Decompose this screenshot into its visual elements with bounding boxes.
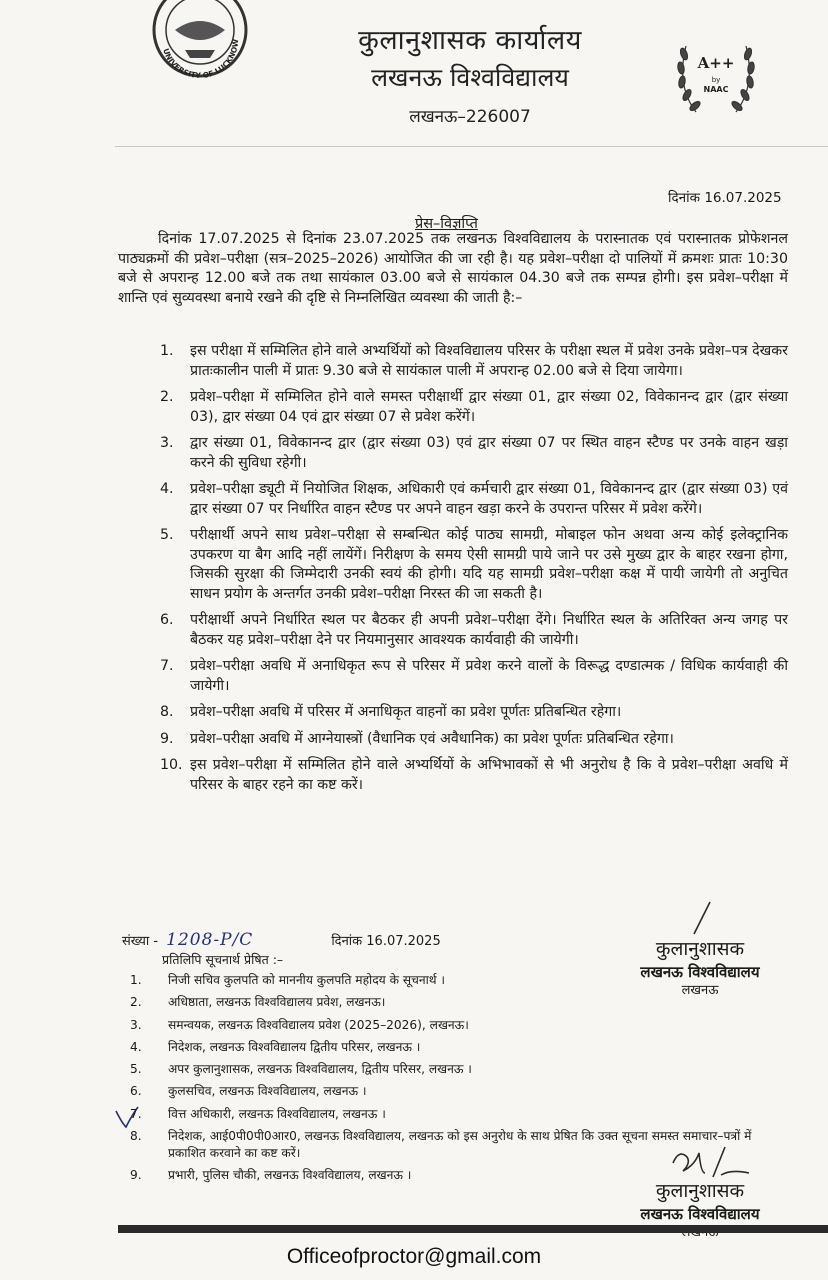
item-text: समन्वयक, लखनऊ विश्वविद्यालय प्रवेश (2025–2026), लखनऊ। <box>168 1017 469 1032</box>
list-item <box>130 1106 770 1123</box>
item-number: 6. <box>160 612 174 628</box>
handwritten-signature-icon <box>665 1143 755 1181</box>
item-number: 5. <box>160 527 174 543</box>
naac-grade-emblem-icon <box>670 24 762 124</box>
item-text: प्रवेश–परीक्षा अवधि में परिसर में अनाधिकृत वाहनों का प्रवेश पूर्णतः प्रतिबन्धित रहेगा। <box>190 704 622 720</box>
letterhead <box>300 24 640 132</box>
item-number: 5. <box>130 1062 142 1077</box>
office-address: लखनऊ–226007 <box>409 107 531 127</box>
document-title: प्रेस–विज्ञप्ति <box>415 216 478 232</box>
reference-date: दिनांक 16.07.2025 <box>331 934 441 949</box>
list-item <box>160 342 788 381</box>
svg-text:by: by <box>711 76 721 84</box>
list-item <box>130 972 770 989</box>
item-text: निदेशक, लखनऊ विश्वविद्यालय द्वितीय परिसर, लखनऊ । <box>168 1039 421 1054</box>
intro-paragraph <box>118 230 788 308</box>
list-item <box>160 434 788 473</box>
item-number: 1. <box>130 973 142 987</box>
svg-text:UNIVERSITY OF LUCKNOW: UNIVERSITY OF LUCKNOW <box>161 38 241 81</box>
item-text: द्वार संख्या 01, विवेकानन्द द्वार (द्वार संख्या 03) एवं द्वार संख्या 07 पर स्थित वाहन स्टैण्ड पर उनके वाहन खड़ा करने की सुविधा रहेगी। <box>190 435 788 471</box>
list-item <box>160 480 788 519</box>
list-item <box>160 657 788 696</box>
list-item <box>130 1039 770 1056</box>
list-item <box>160 730 788 750</box>
item-text: परीक्षार्थी अपने निर्धारित स्थल पर बैठकर ही अपनी प्रवेश–परीक्षा देंगे। निर्धारित स्थल के अतिरिक्त अन्य जगह पर बैठकर यह प्रवेश–परीक्षा देने पर नियमानुसार आवश्यक कार्यवाही की जायेगी। <box>190 612 788 648</box>
item-text: प्रवेश–परीक्षा में सम्मिलित होने वाले समस्त परीक्षार्थी द्वार संख्या 01, द्वार संख्या 02, विवेकानन्द द्वार (द्वार संख्या 03), द्वार संख्या 04 एवं द्वार संख्या 07 से प्रवेश करेंगें। <box>190 389 788 425</box>
svg-text:A++: A++ <box>697 54 735 72</box>
list-item <box>160 388 788 427</box>
item-text: निदेशक, आई0पी0पी0आर0, लखनऊ विश्वविद्यालय, लखनऊ को इस अनुरोध के साथ प्रेषित कि उक्त सूचना समस्त समाचार–पत्रों में प्रकाशित करवाने का कष्ट करें। <box>168 1129 752 1161</box>
list-item <box>130 994 770 1011</box>
reference-line <box>122 930 441 950</box>
list-item <box>160 611 788 650</box>
list-item <box>130 1061 770 1078</box>
intro-text: दिनांक 17.07.2025 से दिनांक 23.07.2025 तक लखनऊ विश्वविद्यालय के परास्नातक एवं परास्नातक प्रोफेशनल पाठ्यक्रमों की प्रवेश–परीक्षा (सत्र–2025–2026) आयोजित की जा रही है। यह प्रवेश–परीक्षा दो पालियों में क्रमशः प्रातः 10:30 बजे से अपरान्ह 12.00 बजे तक तथा सायंकाल 03.00 बजे से सायंकाल 04.30 बजे तक सम्पन्न होगी। इस प्रवेश–परीक्षा में शान्ति एवं सुव्यवस्था बनाये रखने की दृष्टि से निम्नलिखित व्यवस्था की जाती है:– <box>118 231 788 306</box>
item-text: निजी सचिव कुलपति को माननीय कुलपति महोदय के सूचनार्थ । <box>168 973 446 987</box>
signatory-title: कुलानुशासक <box>655 938 745 960</box>
item-text: प्रभारी, पुलिस चौकी, लखनऊ विश्वविद्यालय, लखनऊ । <box>168 1168 412 1183</box>
list-item <box>160 526 788 604</box>
item-text: इस प्रवेश–परीक्षा में सम्मिलित होने वाले अभ्यर्थियों के अभिभावकों से भी अनुरोध है कि वे प्रवेश–परीक्षा अवधि में परिसर के बाहर रहने का कष्ट करें। <box>190 757 788 793</box>
item-number: 7. <box>160 658 174 674</box>
issue-date: दिनांक 16.07.2025 <box>668 190 782 206</box>
signatory-title: कुलानुशासक <box>655 1180 745 1202</box>
item-text: वित्त अधिकारी, लखनऊ विश्वविद्यालय, लखनऊ । <box>168 1106 386 1121</box>
item-text: प्रवेश–परीक्षा ड्यूटी में नियोजित शिक्षक, अधिकारी एवं कर्मचारी द्वार संख्या 01, विवेकानन्द द्वार (द्वार संख्या 03) एवं द्वार संख्या 07 पर निर्धारित वाहन स्टैण्ड पर अपने वाहन खड़ा करने के उपरान्त परिसर में प्रवेश करेंगे। <box>190 481 788 517</box>
item-number: 8. <box>130 1129 142 1144</box>
item-number: 4. <box>160 481 174 497</box>
item-number: 9. <box>160 730 174 747</box>
item-text: प्रवेश–परीक्षा अवधि में आग्नेयास्त्रों (वैधानिक एवं अवैधानिक) का प्रवेश पूर्णतः प्रतिबन्धित रहेगा। <box>190 730 674 747</box>
item-text: कुलसचिव, लखनऊ विश्वविद्यालय, लखनऊ । <box>168 1084 367 1099</box>
reference-label: संख्या - <box>122 934 159 949</box>
svg-text:NAAC: NAAC <box>703 85 729 94</box>
signatory-city: लखनऊ <box>681 983 719 998</box>
university-name: लखनऊ विश्वविद्यालय <box>371 63 569 92</box>
item-number: 3. <box>160 435 174 451</box>
item-number: 3. <box>130 1017 142 1032</box>
instruction-list <box>160 342 788 802</box>
item-number: 9. <box>130 1168 142 1183</box>
list-item <box>160 756 788 795</box>
item-number: 2. <box>130 995 142 1010</box>
item-text: अधिष्ठाता, लखनऊ विश्वविद्यालय प्रवेश, लखनऊ। <box>168 995 386 1010</box>
list-item <box>130 1017 770 1034</box>
item-number: 1. <box>160 343 174 359</box>
item-number: 8. <box>160 704 174 720</box>
signature-stroke-icon <box>690 900 714 936</box>
footer-divider <box>118 1225 828 1233</box>
list-item <box>130 1083 770 1100</box>
item-number: 10. <box>160 757 183 773</box>
university-seal-icon <box>150 0 250 86</box>
letterhead-divider <box>115 146 828 147</box>
office-name: कुलानुशासक कार्यालय <box>358 25 582 56</box>
item-number: 2. <box>160 389 174 405</box>
signatory-university: लखनऊ विश्वविद्यालय <box>640 963 760 981</box>
copy-to-label: प्रतिलिपि सूचनार्थ प्रेषित :– <box>162 952 284 967</box>
item-text: परीक्षार्थी अपने साथ प्रवेश–परीक्षा से सम्बन्धित कोई पाठ्य सामग्री, मोबाइल फोन अथवा अन्य कोई इलेक्ट्रानिक उपकरण या बैग आदि नहीं लायेंगें। निरीक्षण के समय ऐसी सामग्री पाये जाने पर उसे मुख्य द्वार के बाहर रखना होगा, जिसकी सुरक्षा की जिम्मेदारी उनकी स्वयं की होगी। यदि यह सामग्री प्रवेश–परीक्षा कक्ष में पायी जायेगी तो अनुचित साधन प्रयोग के अन्तर्गत उनकी प्रवेश–परीक्षा निरस्त की जा सकती है। <box>190 527 788 602</box>
item-text: इस परीक्षा में सम्मिलित होने वाले अभ्यर्थियों को विश्वविद्यालय परिसर के परीक्षा स्थल में प्रवेश उनके प्रवेश–पत्र देखकर प्रातःकालीन पाली में प्रातः 9.30 बजे से सायंकाल पाली में अपरान्ह 02.00 बजे से दिया जायेगा। <box>190 343 788 379</box>
reference-number: 1208-P/C <box>166 930 254 950</box>
item-number: 6. <box>130 1084 142 1099</box>
contact-email: Officeofproctor@gmail.com <box>286 1245 542 1268</box>
signatory-university: लखनऊ विश्वविद्यालय <box>640 1205 760 1223</box>
item-number: 4. <box>130 1039 142 1054</box>
item-text: अपर कुलानुशासक, लखनऊ विश्वविद्यालय, द्वितीय परिसर, लखनऊ । <box>168 1062 472 1077</box>
list-item <box>160 703 788 723</box>
item-text: प्रवेश–परीक्षा अवधि में अनाधिकृत रूप से परिसर में प्रवेश करने वालों के विरूद्ध दण्डात्मक / विधिक कार्यवाही की जायेगी। <box>190 658 788 694</box>
item-number: 7. <box>130 1106 142 1121</box>
